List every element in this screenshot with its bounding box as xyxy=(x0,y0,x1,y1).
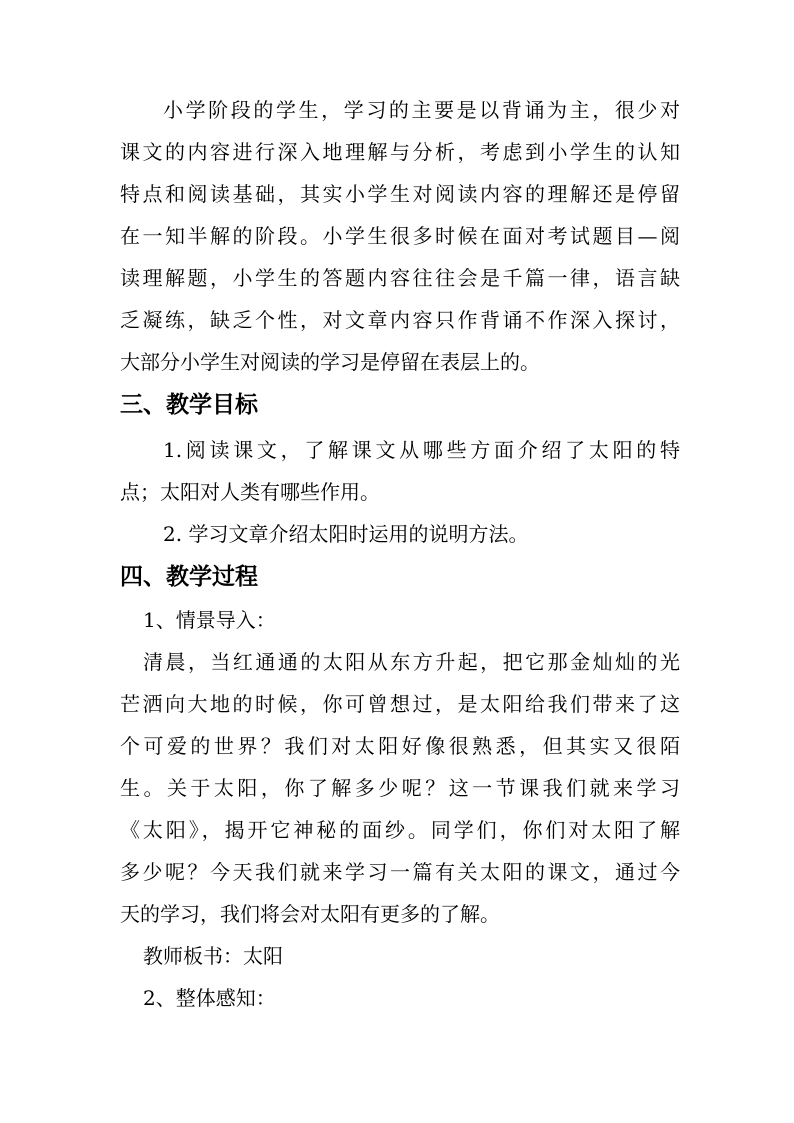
intro-line-1: 小学阶段的学生，学习的主要是以背诵为主，很少对 xyxy=(163,98,680,122)
step-1-line-6: 多少呢？今天我们就来学习一篇有关太阳的课文，通过今 xyxy=(120,860,680,884)
intro-line-2: 课文的内容进行深入地理解与分析，考虑到小学生的认知 xyxy=(120,140,680,164)
step-1-line-4: 生。关于太阳，你了解多少呢？这一节课我们就来学习 xyxy=(120,776,680,800)
step-1-line-2: 芒洒向大地的时候，你可曾想过，是太阳给我们带来了这 xyxy=(120,692,680,716)
goal-2: 2. 学习文章介绍太阳时运用的说明方法。 xyxy=(163,522,529,546)
step-1-line-3: 个可爱的世界？我们对太阳好像很熟悉，但其实又很陌 xyxy=(120,734,680,758)
section-heading-process: 四、教学过程 xyxy=(120,563,258,590)
goal-1-line-1: 1.阅读课文，了解课文从哪些方面介绍了太阳的特 xyxy=(163,438,680,462)
intro-line-6: 乏凝练，缺乏个性，对文章内容只作背诵不作深入探讨， xyxy=(120,308,680,332)
step-1-title: 1、情景导入： xyxy=(143,608,276,632)
intro-line-7: 大部分小学生对阅读的学习是停留在表层上的。 xyxy=(120,350,540,374)
intro-line-5: 读理解题，小学生的答题内容往往会是千篇一律，语言缺 xyxy=(120,266,680,290)
step-2-title: 2、整体感知： xyxy=(143,986,276,1010)
goal-1-line-2: 点；太阳对人类有哪些作用。 xyxy=(120,480,380,504)
step-1-line-1: 清晨，当红通通的太阳从东方升起，把它那金灿灿的光 xyxy=(143,650,680,674)
step-1-line-7: 天的学习，我们将会对太阳有更多的了解。 xyxy=(120,902,500,926)
board-writing: 教师板书：太阳 xyxy=(143,944,283,968)
section-heading-goals: 三、教学目标 xyxy=(120,391,258,418)
intro-line-4: 在一知半解的阶段。小学生很多时候在面对考试题目—阅 xyxy=(120,224,680,248)
step-1-line-5: 《太阳》，揭开它神秘的面纱。同学们，你们对太阳了解 xyxy=(120,818,680,842)
intro-line-3: 特点和阅读基础，其实小学生对阅读内容的理解还是停留 xyxy=(120,182,680,206)
